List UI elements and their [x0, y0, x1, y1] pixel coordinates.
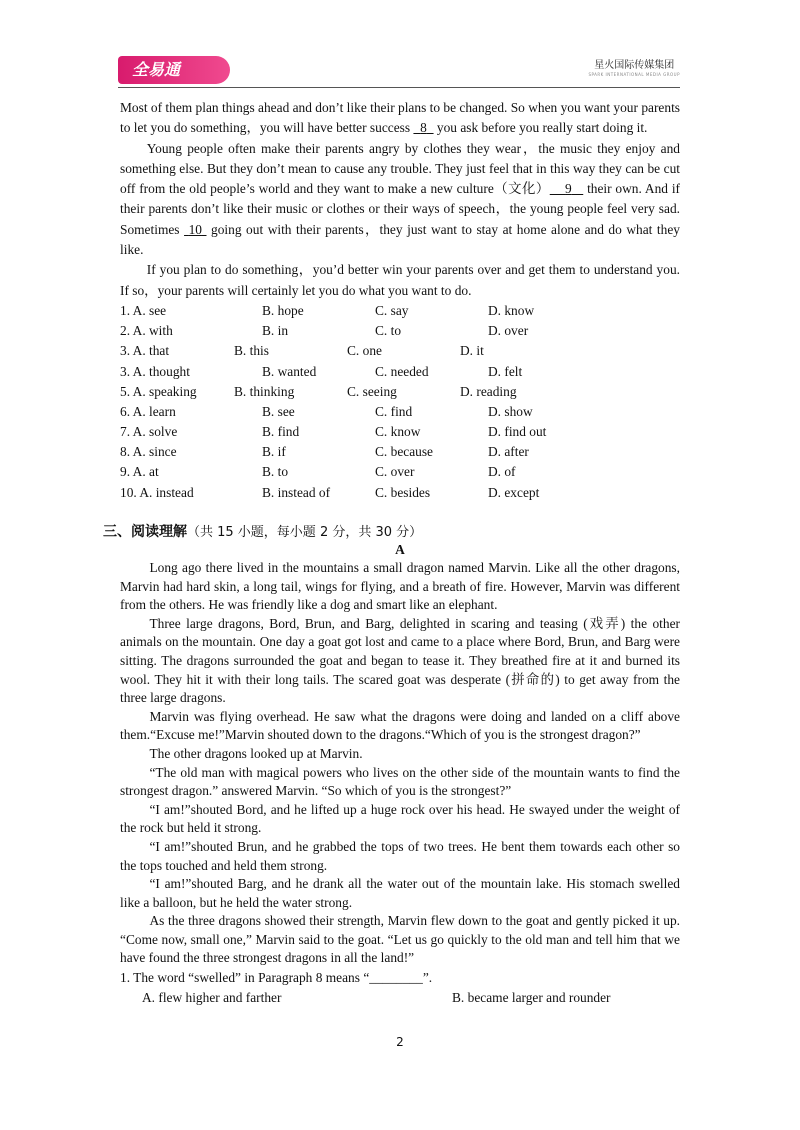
cloze-text: their own. And if their parents don’t like their music or clothes or their ways of speech，the young people feel very sad. Sometimes: [120, 181, 680, 237]
option-a: 7. A. solve: [120, 424, 178, 440]
page-number: 2: [396, 1035, 404, 1049]
option-b: B. in: [262, 323, 289, 339]
option-row: [120, 301, 680, 321]
cloze-line: doing it.: [602, 120, 648, 136]
option-c: C. one: [347, 343, 382, 359]
cloze-text: going out with their parents，they just want to stay at home alone and do what they like.: [120, 221, 680, 258]
option-d: D. reading: [460, 383, 517, 399]
question-stem: 1. The word “swelled” in Paragraph 8 means “________”.: [120, 970, 433, 986]
passage-paragraph: “The old man with magical powers who lives on the other side of the mountain wants to find the strongest dragon.” answered Marvin. “So which of you is the strongest?”: [120, 764, 680, 799]
cloze-paragraph-1: [120, 98, 680, 139]
option-a: 6. A. learn: [120, 403, 176, 419]
option-d: D. show: [488, 403, 533, 419]
passage-paragraph: “I am!”shouted Barg, and he drank all the water out of the mountain lake. His stomach swelled like a balloon, but he held the water strong.: [120, 876, 680, 910]
option-a: 5. A. speaking: [120, 383, 197, 399]
passage-paragraph: As the three dragons showed their strength, Marvin flew down to the goat and gently picked it up. “Come now, small one,” Marvin said to the goat. “Let us go quickly to the old man and tell him that we have found the three strongest dragons in all the land!”: [120, 913, 680, 966]
option-b: B. thinking: [234, 383, 295, 399]
option-d: D. of: [488, 464, 516, 480]
option-a: 1. A. see: [120, 302, 167, 318]
option-c: C. say: [375, 302, 409, 318]
option-b: B. find: [262, 424, 300, 440]
cloze-paragraph-3: If you plan to do something，you’d better win your parents over and get them to understand you. If so，your parents will certainly let you do what you want to do.: [120, 262, 680, 298]
passage-paragraph: The other dragons looked up at Marvin.: [149, 745, 363, 761]
option-a: 3. A. that: [120, 343, 170, 359]
cloze-text: you ask before you really start: [436, 120, 600, 136]
option-c: C. seeing: [347, 383, 397, 399]
option-c: C. besides: [375, 484, 431, 500]
logo: 全易通: [118, 56, 230, 84]
passage-label: A: [395, 542, 405, 557]
option-d: D. over: [488, 323, 529, 339]
option-a: 8. A. since: [120, 444, 177, 460]
cloze-options: [120, 301, 680, 503]
section-heading: [103, 521, 422, 541]
option-c: C. over: [375, 464, 415, 480]
blank-number: 8: [420, 120, 427, 136]
section-title: 三、阅读理解: [103, 524, 187, 540]
cloze-text: Young people often make their parents angry by clothes they wear，the music they enjoy and something else. But they don’t mean to cause any trouble. They just feel that in this way they can be cut off from the old people’s world and they want to make a new culture（文化）: [120, 140, 680, 197]
option-b: B. instead of: [262, 484, 331, 500]
option-a: 9. A. at: [120, 464, 159, 480]
cloze-blank-10: [184, 222, 206, 237]
cloze-blank-8: [413, 120, 433, 135]
option-b: B. wanted: [262, 363, 317, 379]
option-b: B. hope: [262, 302, 304, 318]
question-option-b: B. became larger and rounder: [452, 990, 611, 1006]
passage-paragraph: Three large dragons, Bord, Brun, and Barg, delighted in scaring and teasing (戏弄) the other animals on the mountain. One day a goat got lost and came to a place where Bord, Brun, and Barg were sitting. The dragons surrounded the goat and began to tease it. They breathed fire at it and burned its wool. They hit it with their long tails. The scared goat was desperate (拼命的) to get away from the three large dragons.: [120, 615, 680, 706]
option-row: [120, 402, 680, 422]
option-b: B. to: [262, 464, 289, 480]
passage-paragraphs: [120, 559, 680, 968]
option-row: [120, 341, 680, 361]
option-d: D. except: [488, 484, 540, 500]
option-d: D. felt: [488, 363, 523, 379]
option-d: D. know: [488, 302, 535, 318]
blank-number: 9: [565, 181, 572, 197]
cloze-line: Most of them plan things ahead and don’t like their plans to be changed. So when you want your: [120, 100, 638, 115]
option-a: 3. A. thought: [120, 363, 190, 379]
cloze-paragraph-2: [120, 139, 680, 261]
reading-passage: [120, 559, 680, 1008]
option-c: C. because: [375, 444, 434, 460]
option-row: [120, 422, 680, 442]
option-row: [120, 382, 680, 402]
cloze-blank-9: [550, 181, 584, 196]
publisher-brand: [588, 60, 680, 77]
option-row: [120, 483, 680, 503]
option-row: [120, 321, 680, 341]
option-row: [120, 362, 680, 382]
option-c: C. know: [375, 424, 421, 440]
option-a: 10. A. instead: [120, 484, 194, 500]
option-a: 2. A. with: [120, 323, 173, 339]
cloze-section: [120, 98, 680, 503]
option-d: D. it: [460, 343, 484, 359]
question-option-a: A. flew higher and farther: [142, 990, 282, 1006]
passage-paragraph: Long ago there lived in the mountains a small dragon named Marvin. Like all the other dragons, Marvin had hard skin, a long tail, wings for flying, and a breath of fire. However, Marvin was different from the others. He was friendly like a dog and smart like an elephant.: [120, 560, 680, 613]
option-c: C. find: [375, 403, 413, 419]
page-header: [118, 56, 680, 86]
header-divider: [118, 87, 680, 88]
brand-name-en: SPARK INTERNATIONAL MEDIA GROUP: [588, 72, 680, 77]
option-b: B. this: [234, 343, 269, 359]
passage-paragraph: “I am!”shouted Brun, and he grabbed the tops of two trees. He bent them towards each other so the tops touched and held them strong.: [120, 838, 680, 873]
brand-name-cn: 星火国际传媒集团: [594, 60, 675, 71]
option-b: B. if: [262, 444, 286, 460]
passage-paragraph: “I am!”shouted Bord, and he lifted up a huge rock over his head. He swayed under the weight of the rock but held it strong.: [120, 801, 680, 836]
option-c: C. needed: [375, 363, 429, 379]
cloze-line: parents to let you do something，you will have better success: [120, 100, 680, 136]
option-d: D. find out: [488, 424, 547, 440]
option-c: C. to: [375, 323, 402, 339]
option-b: B. see: [262, 403, 295, 419]
option-d: D. after: [488, 444, 529, 460]
option-row: [120, 442, 680, 462]
option-row: [120, 462, 680, 482]
blank-number: 10: [188, 221, 202, 237]
question-options: [120, 988, 680, 1008]
passage-paragraph: Marvin was flying overhead. He saw what the dragons were doing and landed on a cliff above them.“Excuse me!”Marvin shouted down to the dragons.“Which of you is the strongest dragon?”: [120, 708, 680, 743]
section-subtitle: （共 15 小题，每小题 2 分，共 30 分）: [187, 525, 423, 540]
